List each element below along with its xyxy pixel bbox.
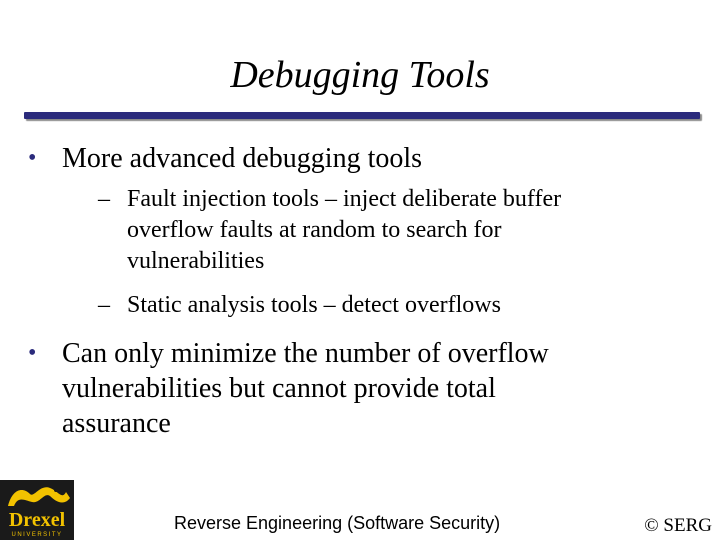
dragon-icon (0, 480, 74, 512)
sub-bullet-1-line-2: overflow faults at random to search for (127, 217, 502, 243)
bullet-dot-icon: • (28, 145, 37, 171)
dash-icon: – (98, 292, 110, 318)
bullet-2 (28, 336, 549, 441)
footer-copyright: © SERG (644, 515, 712, 536)
sub-bullet-1-line-1: Fault injection tools – inject deliberate buffer (127, 186, 562, 212)
bullet-2-line-2: vulnerabilities but cannot provide total (62, 373, 496, 404)
footer-course-title: Reverse Engineering (Software Security) (174, 513, 501, 533)
sub-bullet-2 (100, 290, 501, 321)
dash-icon: – (98, 186, 110, 212)
bullet-1-text: More advanced debugging tools (62, 143, 423, 174)
bullet-2-line-3: assurance (62, 408, 171, 439)
bullet-dot-icon: • (28, 340, 37, 366)
slide-title: Debugging Tools (230, 54, 490, 96)
logo-wordmark: Drexel (8, 509, 66, 531)
title-divider (24, 112, 700, 119)
bullet-1 (28, 141, 423, 176)
sub-bullet-2-line-1: Static analysis tools – detect overflows (127, 292, 501, 318)
logo-subtext: UNIVERSITY (11, 532, 63, 538)
drexel-logo (0, 480, 74, 540)
sub-bullet-1 (100, 184, 561, 277)
sub-bullet-1-line-3: vulnerabilities (127, 248, 265, 274)
bullet-2-line-1: Can only minimize the number of overflow (62, 338, 549, 369)
